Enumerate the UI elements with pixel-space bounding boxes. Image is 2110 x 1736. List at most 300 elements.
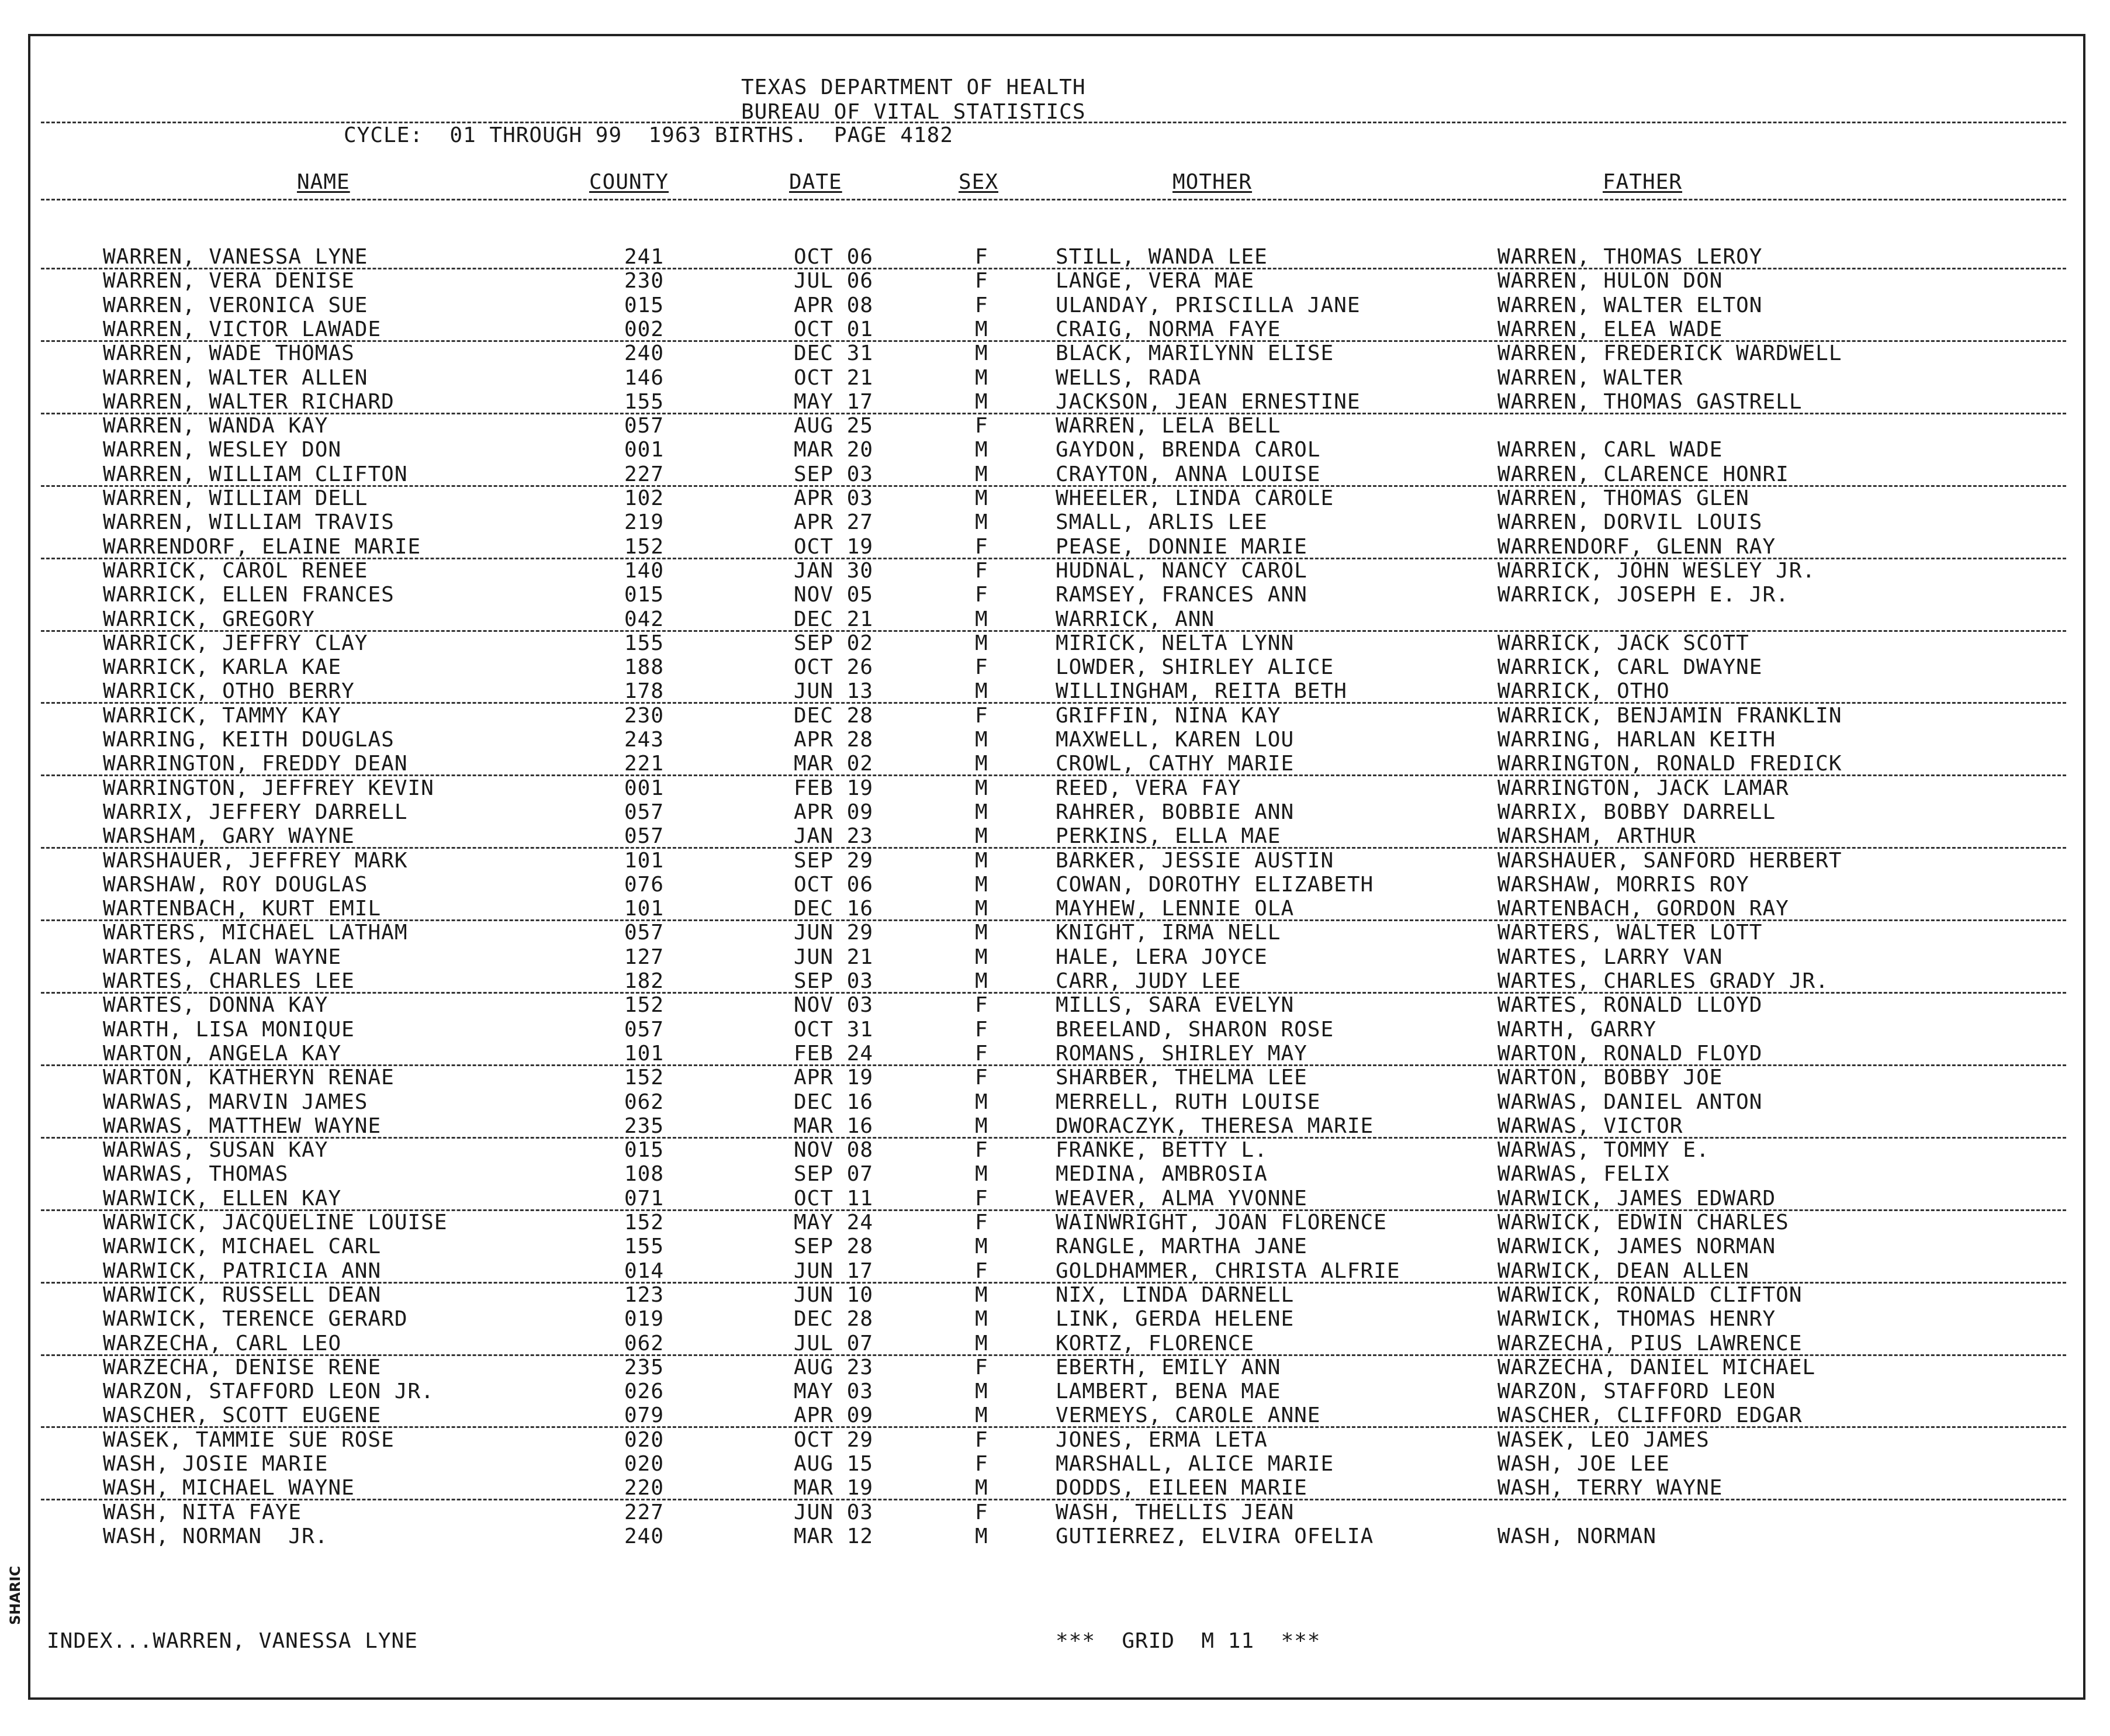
record-father: WARWAS, DANIEL ANTON	[1497, 1090, 1763, 1114]
record-date: APR 09	[794, 1403, 874, 1427]
record-county: 019	[624, 1307, 665, 1331]
record-county: 227	[624, 1500, 665, 1524]
record-father: WARTES, LARRY VAN	[1497, 945, 1723, 969]
record-county: 220	[624, 1476, 665, 1500]
record-date: APR 03	[794, 486, 874, 510]
record-county: 057	[624, 921, 665, 945]
record-mother: HALE, LERA JOYCE	[1056, 945, 1268, 969]
record-sex: M	[975, 510, 988, 534]
record-mother: DWORACZYK, THERESA MARIE	[1056, 1114, 1374, 1138]
record-name: WARWAS, MARVIN JAMES	[103, 1090, 368, 1114]
record-mother: DODDS, EILEEN MARIE	[1056, 1476, 1307, 1500]
record-date: AUG 23	[794, 1355, 874, 1379]
record-name: WASH, NITA FAYE	[103, 1500, 302, 1524]
record-date: DEC 16	[794, 1090, 874, 1114]
record-county: 108	[624, 1162, 665, 1186]
record-date: NOV 08	[794, 1138, 874, 1162]
record-name: WARREN, WILLIAM DELL	[103, 486, 368, 510]
record-father: WASH, JOE LEE	[1497, 1452, 1670, 1476]
record-date: MAR 12	[794, 1524, 874, 1548]
record-mother: LOWDER, SHIRLEY ALICE	[1056, 655, 1334, 679]
record-father: WARREN, THOMAS LEROY	[1497, 245, 1763, 269]
record-father: WARREN, FREDERICK WARDWELL	[1497, 341, 1842, 365]
record-sex: F	[975, 1018, 988, 1042]
record-name: WARRICK, KARLA KAE	[103, 655, 342, 679]
record-mother: CRAYTON, ANNA LOUISE	[1056, 462, 1321, 486]
record-sex: M	[975, 1332, 988, 1355]
record-date: DEC 28	[794, 1307, 874, 1331]
index-footer: INDEX...WARREN, VANESSA LYNE	[47, 1629, 418, 1653]
record-name: WARREN, VERONICA SUE	[103, 293, 368, 317]
record-name: WARREN, WALTER RICHARD	[103, 390, 395, 414]
record-county: 240	[624, 1524, 665, 1548]
row-separator	[41, 413, 2066, 414]
record-date: OCT 01	[794, 317, 874, 341]
record-father: WARWICK, RONALD CLIFTON	[1497, 1283, 1803, 1307]
record-date: JAN 23	[794, 824, 874, 848]
record-mother: LANGE, VERA MAE	[1056, 269, 1255, 293]
record-sex: F	[975, 535, 988, 559]
record-date: APR 27	[794, 510, 874, 534]
record-sex: F	[975, 1187, 988, 1211]
column-header-date: DATE	[789, 170, 842, 194]
record-date: JUN 17	[794, 1259, 874, 1283]
record-date: FEB 24	[794, 1042, 874, 1066]
record-date: JUN 10	[794, 1283, 874, 1307]
record-father: WASCHER, CLIFFORD EDGAR	[1497, 1403, 1803, 1427]
record-father: WARZON, STAFFORD LEON	[1497, 1379, 1776, 1403]
record-sex: M	[975, 873, 988, 897]
record-sex: M	[975, 1162, 988, 1186]
record-sex: F	[975, 559, 988, 583]
record-father: WARREN, ELEA WADE	[1497, 317, 1723, 341]
record-county: 155	[624, 390, 665, 414]
record-sex: M	[975, 849, 988, 873]
record-date: NOV 03	[794, 993, 874, 1017]
record-mother: CROWL, CATHY MARIE	[1056, 752, 1295, 776]
record-sex: F	[975, 293, 988, 317]
record-sex: M	[975, 631, 988, 655]
record-name: WARWICK, RUSSELL DEAN	[103, 1283, 382, 1307]
record-county: 146	[624, 366, 665, 390]
record-date: NOV 05	[794, 583, 874, 607]
row-separator	[41, 992, 2066, 994]
record-name: WARTES, ALAN WAYNE	[103, 945, 342, 969]
record-date: OCT 19	[794, 535, 874, 559]
record-county: 057	[624, 824, 665, 848]
record-name: WARREN, WILLIAM TRAVIS	[103, 510, 395, 534]
record-sex: M	[975, 390, 988, 414]
record-county: 230	[624, 704, 665, 728]
record-mother: PERKINS, ELLA MAE	[1056, 824, 1281, 848]
record-sex: M	[975, 1403, 988, 1427]
record-name: WARREN, WADE THOMAS	[103, 341, 355, 365]
record-father: WARRICK, JACK SCOTT	[1497, 631, 1749, 655]
record-sex: F	[975, 1138, 988, 1162]
record-county: 001	[624, 776, 665, 800]
record-father: WARZECHA, DANIEL MICHAEL	[1497, 1355, 1816, 1379]
record-county: 020	[624, 1428, 665, 1452]
record-date: JUL 06	[794, 269, 874, 293]
record-mother: FRANKE, BETTY L.	[1056, 1138, 1268, 1162]
record-mother: JONES, ERMA LETA	[1056, 1428, 1268, 1452]
record-father: WARRINGTON, JACK LAMAR	[1497, 776, 1789, 800]
record-name: WARTENBACH, KURT EMIL	[103, 897, 382, 921]
record-father: WARRICK, JOSEPH E. JR.	[1497, 583, 1789, 607]
record-name: WARRICK, ELLEN FRANCES	[103, 583, 395, 607]
record-sex: M	[975, 317, 988, 341]
record-sex: F	[975, 1211, 988, 1234]
record-sex: F	[975, 1500, 988, 1524]
record-father: WASH, NORMAN	[1497, 1524, 1657, 1548]
record-mother: GOLDHAMMER, CHRISTA ALFRIE	[1056, 1259, 1400, 1283]
record-sex: F	[975, 269, 988, 293]
record-county: 221	[624, 752, 665, 776]
record-county: 127	[624, 945, 665, 969]
record-mother: PEASE, DONNIE MARIE	[1056, 535, 1307, 559]
record-county: 071	[624, 1187, 665, 1211]
record-name: WARREN, VERA DENISE	[103, 269, 355, 293]
record-date: AUG 25	[794, 414, 874, 438]
record-county: 062	[624, 1090, 665, 1114]
record-father: WARRICK, BENJAMIN FRANKLIN	[1497, 704, 1842, 728]
record-father: WASH, TERRY WAYNE	[1497, 1476, 1723, 1500]
record-county: 002	[624, 317, 665, 341]
column-header-county: COUNTY	[589, 170, 669, 194]
record-county: 182	[624, 969, 665, 993]
record-mother: RANGLE, MARTHA JANE	[1056, 1234, 1307, 1258]
record-date: MAY 17	[794, 390, 874, 414]
record-father: WARRICK, CARL DWAYNE	[1497, 655, 1763, 679]
record-father: WARZECHA, PIUS LAWRENCE	[1497, 1332, 1803, 1355]
record-date: OCT 26	[794, 655, 874, 679]
record-county: 152	[624, 1066, 665, 1090]
record-mother: WEAVER, ALMA YVONNE	[1056, 1187, 1307, 1211]
side-label: SHARIC	[7, 1566, 23, 1625]
record-name: WARTON, ANGELA KAY	[103, 1042, 342, 1066]
record-date: OCT 21	[794, 366, 874, 390]
record-sex: M	[975, 438, 988, 462]
record-name: WARRICK, OTHO BERRY	[103, 679, 355, 703]
record-date: JUL 07	[794, 1332, 874, 1355]
record-mother: BREELAND, SHARON ROSE	[1056, 1018, 1334, 1042]
record-date: SEP 28	[794, 1234, 874, 1258]
record-date: APR 28	[794, 728, 874, 752]
record-sex: M	[975, 607, 988, 631]
record-name: WARREN, WESLEY DON	[103, 438, 342, 462]
record-name: WARWICK, ELLEN KAY	[103, 1187, 342, 1211]
record-sex: M	[975, 462, 988, 486]
record-county: 101	[624, 897, 665, 921]
record-name: WARRICK, TAMMY KAY	[103, 704, 342, 728]
record-name: WARREN, VANESSA LYNE	[103, 245, 368, 269]
record-name: WASH, JOSIE MARIE	[103, 1452, 328, 1476]
record-mother: MILLS, SARA EVELYN	[1056, 993, 1295, 1017]
record-name: WARRING, KEITH DOUGLAS	[103, 728, 395, 752]
record-date: JAN 30	[794, 559, 874, 583]
record-name: WARWICK, JACQUELINE LOUISE	[103, 1211, 448, 1234]
record-father: WARRICK, OTHO	[1497, 679, 1670, 703]
record-father: WARTON, RONALD FLOYD	[1497, 1042, 1763, 1066]
record-sex: M	[975, 1379, 988, 1403]
record-date: MAR 16	[794, 1114, 874, 1138]
record-name: WARRICK, CAROL RENEE	[103, 559, 368, 583]
record-date: MAR 20	[794, 438, 874, 462]
record-county: 140	[624, 559, 665, 583]
record-date: MAR 19	[794, 1476, 874, 1500]
column-header-name: NAME	[297, 170, 350, 194]
record-date: SEP 03	[794, 969, 874, 993]
record-mother: STILL, WANDA LEE	[1056, 245, 1268, 269]
record-date: JUN 13	[794, 679, 874, 703]
record-county: 155	[624, 1234, 665, 1258]
record-father: WARRINGTON, RONALD FREDICK	[1497, 752, 1842, 776]
record-name: WARZECHA, CARL LEO	[103, 1332, 342, 1355]
record-county: 235	[624, 1355, 665, 1379]
record-county: 219	[624, 510, 665, 534]
record-mother: VERMEYS, CAROLE ANNE	[1056, 1403, 1321, 1427]
record-name: WARTON, KATHERYN RENAE	[103, 1066, 395, 1090]
record-mother: WELLS, RADA	[1056, 366, 1202, 390]
record-father: WARREN, CARL WADE	[1497, 438, 1723, 462]
record-sex: M	[975, 824, 988, 848]
record-sex: M	[975, 800, 988, 824]
record-sex: M	[975, 921, 988, 945]
record-mother: SHARBER, THELMA LEE	[1056, 1066, 1307, 1090]
record-date: APR 09	[794, 800, 874, 824]
record-father: WARREN, THOMAS GLEN	[1497, 486, 1749, 510]
agency-title: TEXAS DEPARTMENT OF HEALTH	[741, 75, 1086, 99]
record-county: 188	[624, 655, 665, 679]
record-father: WARRENDORF, GLENN RAY	[1497, 535, 1776, 559]
record-mother: JACKSON, JEAN ERNESTINE	[1056, 390, 1361, 414]
header-divider-bottom	[41, 199, 2066, 200]
record-father: WARREN, WALTER ELTON	[1497, 293, 1763, 317]
record-date: SEP 02	[794, 631, 874, 655]
record-mother: MAYHEW, LENNIE OLA	[1056, 897, 1295, 921]
record-mother: KNIGHT, IRMA NELL	[1056, 921, 1281, 945]
record-name: WARRINGTON, JEFFREY KEVIN	[103, 776, 434, 800]
record-father: WARSHAUER, SANFORD HERBERT	[1497, 849, 1842, 873]
record-date: APR 19	[794, 1066, 874, 1090]
record-father: WARWICK, DEAN ALLEN	[1497, 1259, 1749, 1283]
record-father: WARRIX, BOBBY DARRELL	[1497, 800, 1776, 824]
record-father: WARWICK, JAMES NORMAN	[1497, 1234, 1776, 1258]
record-father: WARTERS, WALTER LOTT	[1497, 921, 1763, 945]
grid-footer: *** GRID M 11 ***	[1056, 1629, 1321, 1653]
record-father: WARRICK, JOHN WESLEY JR.	[1497, 559, 1816, 583]
record-county: 230	[624, 269, 665, 293]
record-name: WARZON, STAFFORD LEON JR.	[103, 1379, 434, 1403]
record-sex: M	[975, 776, 988, 800]
record-sex: M	[975, 1476, 988, 1500]
record-date: AUG 15	[794, 1452, 874, 1476]
record-sex: M	[975, 1114, 988, 1138]
record-sex: F	[975, 414, 988, 438]
record-date: MAY 24	[794, 1211, 874, 1234]
record-date: DEC 16	[794, 897, 874, 921]
record-county: 240	[624, 341, 665, 365]
record-county: 241	[624, 245, 665, 269]
record-name: WARRINGTON, FREDDY DEAN	[103, 752, 408, 776]
record-mother: LINK, GERDA HELENE	[1056, 1307, 1295, 1331]
record-mother: SMALL, ARLIS LEE	[1056, 510, 1268, 534]
record-name: WARTES, DONNA KAY	[103, 993, 328, 1017]
record-name: WASCHER, SCOTT EUGENE	[103, 1403, 382, 1427]
record-mother: WARRICK, ANN	[1056, 607, 1215, 631]
record-name: WARTES, CHARLES LEE	[103, 969, 355, 993]
record-sex: F	[975, 1355, 988, 1379]
record-county: 076	[624, 873, 665, 897]
record-sex: M	[975, 897, 988, 921]
record-mother: BARKER, JESSIE AUSTIN	[1056, 849, 1334, 873]
record-date: SEP 03	[794, 462, 874, 486]
record-mother: REED, VERA FAY	[1056, 776, 1241, 800]
record-name: WARRENDORF, ELAINE MARIE	[103, 535, 421, 559]
record-date: DEC 21	[794, 607, 874, 631]
record-father: WARWAS, TOMMY E.	[1497, 1138, 1710, 1162]
record-mother: ULANDAY, PRISCILLA JANE	[1056, 293, 1361, 317]
record-father: WARTON, BOBBY JOE	[1497, 1066, 1723, 1090]
column-header-sex: SEX	[959, 170, 999, 194]
record-county: 152	[624, 1211, 665, 1234]
record-county: 243	[624, 728, 665, 752]
record-county: 001	[624, 438, 665, 462]
record-father: WARREN, WALTER	[1497, 366, 1683, 390]
record-name: WARTH, LISA MONIQUE	[103, 1018, 355, 1042]
record-date: DEC 28	[794, 704, 874, 728]
record-county: 062	[624, 1332, 665, 1355]
record-name: WARWICK, MICHAEL CARL	[103, 1234, 382, 1258]
record-county: 123	[624, 1283, 665, 1307]
record-date: OCT 29	[794, 1428, 874, 1452]
record-name: WARWAS, SUSAN KAY	[103, 1138, 328, 1162]
record-sex: M	[975, 1234, 988, 1258]
record-mother: WAINWRIGHT, JOAN FLORENCE	[1056, 1211, 1387, 1234]
record-date: OCT 31	[794, 1018, 874, 1042]
row-separator	[41, 1137, 2066, 1139]
record-mother: BLACK, MARILYNN ELISE	[1056, 341, 1334, 365]
record-sex: F	[975, 1066, 988, 1090]
record-mother: WILLINGHAM, REITA BETH	[1056, 679, 1347, 703]
record-mother: GAYDON, BRENDA CAROL	[1056, 438, 1321, 462]
record-sex: M	[975, 969, 988, 993]
record-name: WARRIX, JEFFERY DARRELL	[103, 800, 408, 824]
record-county: 015	[624, 583, 665, 607]
cycle-line: CYCLE: 01 THROUGH 99 1963 BIRTHS. PAGE 4182	[344, 123, 953, 147]
record-county: 014	[624, 1259, 665, 1283]
record-father: WARREN, HULON DON	[1497, 269, 1723, 293]
record-sex: F	[975, 583, 988, 607]
record-name: WARREN, VICTOR LAWADE	[103, 317, 382, 341]
record-date: OCT 11	[794, 1187, 874, 1211]
record-father: WARREN, DORVIL LOUIS	[1497, 510, 1763, 534]
record-mother: MARSHALL, ALICE MARIE	[1056, 1452, 1334, 1476]
record-mother: LAMBERT, BENA MAE	[1056, 1379, 1281, 1403]
record-father: WARTES, RONALD LLOYD	[1497, 993, 1763, 1017]
record-name: WARRICK, GREGORY	[103, 607, 315, 631]
record-date: OCT 06	[794, 245, 874, 269]
record-sex: F	[975, 1042, 988, 1066]
record-sex: M	[975, 341, 988, 365]
record-county: 102	[624, 486, 665, 510]
record-sex: M	[975, 1524, 988, 1548]
record-mother: HUDNAL, NANCY CAROL	[1056, 559, 1307, 583]
record-county: 057	[624, 800, 665, 824]
record-sex: F	[975, 245, 988, 269]
record-mother: MERRELL, RUTH LOUISE	[1056, 1090, 1321, 1114]
record-county: 101	[624, 849, 665, 873]
record-mother: ROMANS, SHIRLEY MAY	[1056, 1042, 1307, 1066]
record-mother: RAMSEY, FRANCES ANN	[1056, 583, 1307, 607]
record-sex: M	[975, 486, 988, 510]
record-father: WARSHAW, MORRIS ROY	[1497, 873, 1749, 897]
record-father: WARWAS, VICTOR	[1497, 1114, 1683, 1138]
column-header-father: FATHER	[1603, 170, 1683, 194]
record-county: 015	[624, 293, 665, 317]
record-mother: RAHRER, BOBBIE ANN	[1056, 800, 1295, 824]
record-name: WARWAS, MATTHEW WAYNE	[103, 1114, 382, 1138]
record-sex: M	[975, 752, 988, 776]
record-county: 235	[624, 1114, 665, 1138]
record-name: WARREN, WILLIAM CLIFTON	[103, 462, 408, 486]
record-county: 079	[624, 1403, 665, 1427]
record-date: JUN 21	[794, 945, 874, 969]
record-name: WASH, MICHAEL WAYNE	[103, 1476, 355, 1500]
record-father: WARREN, CLARENCE HONRI	[1497, 462, 1789, 486]
record-sex: M	[975, 1307, 988, 1331]
column-header-mother: MOTHER	[1172, 170, 1253, 194]
record-date: APR 08	[794, 293, 874, 317]
record-date: MAY 03	[794, 1379, 874, 1403]
record-mother: EBERTH, EMILY ANN	[1056, 1355, 1281, 1379]
record-county: 057	[624, 1018, 665, 1042]
record-county: 178	[624, 679, 665, 703]
record-name: WARREN, WALTER ALLEN	[103, 366, 368, 390]
record-county: 026	[624, 1379, 665, 1403]
record-sex: F	[975, 704, 988, 728]
record-father: WARWICK, EDWIN CHARLES	[1497, 1211, 1789, 1234]
record-mother: MAXWELL, KAREN LOU	[1056, 728, 1295, 752]
record-date: JUN 03	[794, 1500, 874, 1524]
record-name: WARREN, WANDA KAY	[103, 414, 328, 438]
record-county: 020	[624, 1452, 665, 1476]
record-county: 152	[624, 993, 665, 1017]
record-mother: GUTIERREZ, ELVIRA OFELIA	[1056, 1524, 1374, 1548]
record-father: WARTH, GARRY	[1497, 1018, 1657, 1042]
record-sex: M	[975, 728, 988, 752]
record-county: 155	[624, 631, 665, 655]
record-name: WARWICK, PATRICIA ANN	[103, 1259, 382, 1283]
record-mother: WARREN, LELA BELL	[1056, 414, 1281, 438]
record-name: WASH, NORMAN JR.	[103, 1524, 328, 1548]
record-date: SEP 07	[794, 1162, 874, 1186]
record-father: WARWICK, JAMES EDWARD	[1497, 1187, 1776, 1211]
record-mother: WASH, THELLIS JEAN	[1056, 1500, 1295, 1524]
record-name: WARWAS, THOMAS	[103, 1162, 289, 1186]
record-county: 101	[624, 1042, 665, 1066]
record-mother: MIRICK, NELTA LYNN	[1056, 631, 1295, 655]
record-date: SEP 29	[794, 849, 874, 873]
bureau-title: BUREAU OF VITAL STATISTICS	[741, 100, 1086, 124]
record-name: WARSHAW, ROY DOUGLAS	[103, 873, 368, 897]
record-name: WARZECHA, DENISE RENE	[103, 1355, 382, 1379]
record-father: WARTENBACH, GORDON RAY	[1497, 897, 1789, 921]
record-name: WARRICK, JEFFRY CLAY	[103, 631, 368, 655]
record-sex: F	[975, 1452, 988, 1476]
record-date: MAR 02	[794, 752, 874, 776]
record-date: FEB 19	[794, 776, 874, 800]
